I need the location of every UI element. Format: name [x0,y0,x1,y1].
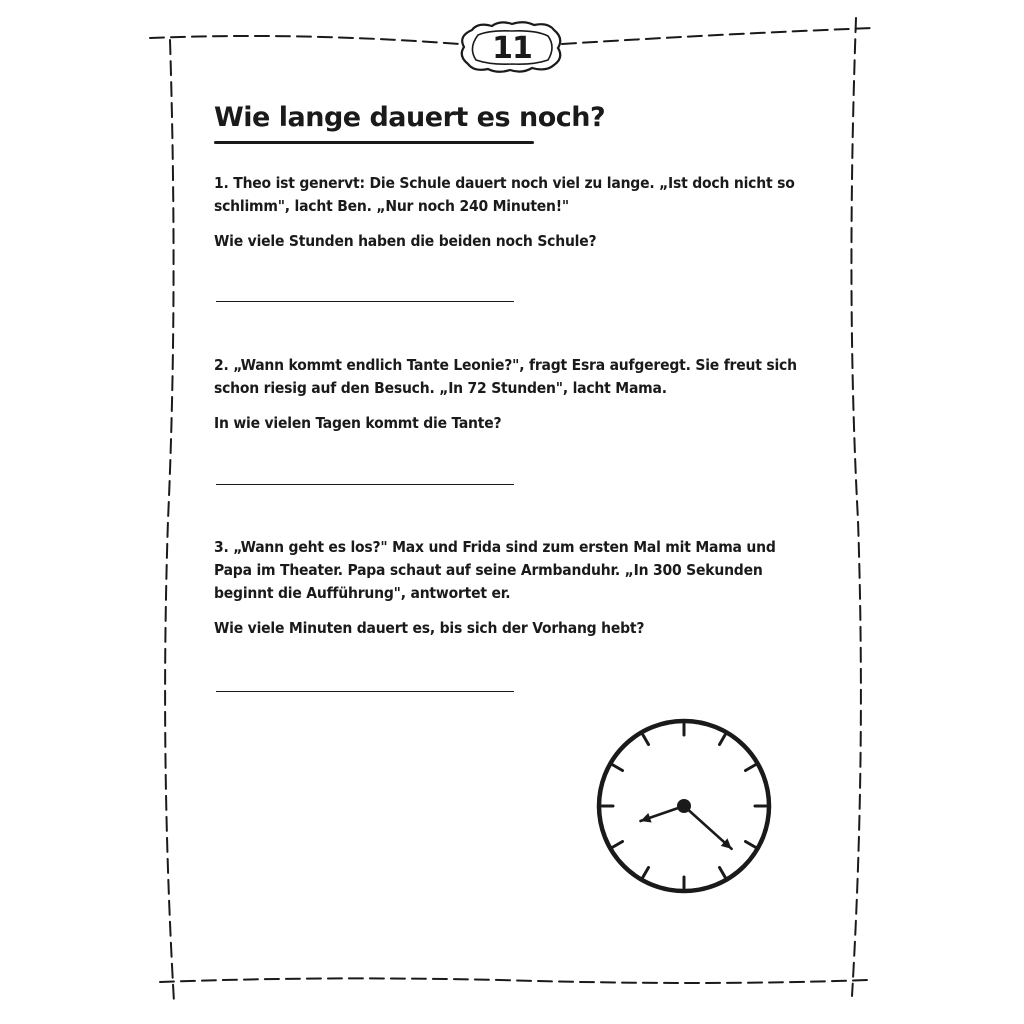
frame-top-edge-right [562,28,872,44]
task-1-text: 1. Theo ist genervt: Die Schule dauert noch viel zu lange. „Ist doch nicht so schlimm", lacht Ben. „Nur noch 240 Minuten!" [214,174,795,215]
clock-center [677,799,691,813]
title-underline [214,141,534,144]
task-1-answer-line[interactable] [216,301,514,302]
page-number: 11 [492,31,532,66]
task-3-question: Wie viele Minuten dauert es, bis sich der Vorhang hebt? [214,619,645,637]
task-3-answer-line[interactable] [216,691,514,692]
frame-right-edge [851,18,860,996]
task-3 [214,536,814,640]
frame-bottom-edge [160,978,868,983]
task-2 [214,354,814,435]
task-1-question: Wie viele Stunden haben die beiden noch Schule? [214,232,597,250]
frame-top-edge [150,36,460,44]
task-2-text: 2. „Wann kommt endlich Tante Leonie?", fragt Esra aufgeregt. Sie freut sich schon riesig auf den Besuch. „In 72 Stunden", lacht Mama. [214,356,797,397]
task-1 [214,172,814,253]
task-2-answer-line[interactable] [216,484,514,485]
frame-left-edge [165,40,174,1002]
task-3-text: 3. „Wann geht es los?" Max und Frida sind zum ersten Mal mit Mama und Papa im Theater. Papa schaut auf seine Armbanduhr. „In 300 Sekunden beginnt die Aufführung", antwortet er. [214,538,776,602]
clock-illustration [590,712,780,902]
task-2-question: In wie vielen Tagen kommt die Tante? [214,414,502,432]
page-title: Wie lange dauert es noch? [214,102,606,133]
